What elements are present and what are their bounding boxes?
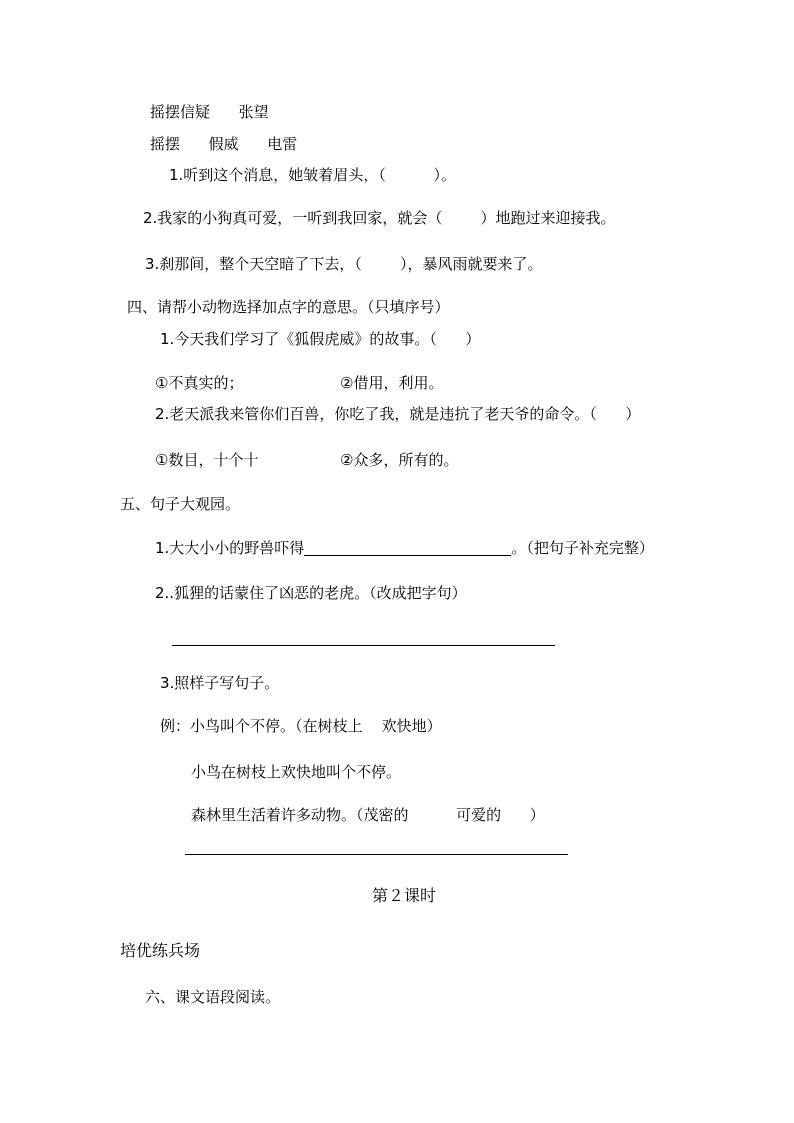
answer-line[interactable]	[185, 854, 568, 855]
answer-blank[interactable]	[304, 539, 511, 556]
section5-question-2: 2..狐狸的话蒙住了凶恶的老虎。（改成把字句）	[155, 584, 467, 602]
word-bank-row-2: 摇摆 假威 电雷	[150, 135, 298, 153]
lesson-heading: 第２课时	[372, 886, 437, 905]
section4-title: 四、请帮小动物选择加点字的意思。（只填序号）	[127, 298, 450, 316]
rewrite-task: 森林里生活着许多动物。（茂密的 可爱的 ）	[191, 806, 545, 824]
section3-item-1: 1.听到这个消息，她皱着眉头，（ ）。	[169, 166, 456, 184]
section6-title: 六、课文语段阅读。	[145, 988, 281, 1006]
section5-question-3: 3.照样子写句子。	[160, 674, 280, 692]
section5-title: 五、句子大观园。	[120, 495, 241, 513]
section4-q1-option-2: ②借用，利用。	[340, 374, 444, 392]
section4-q2-option-2: ②众多，所有的。	[340, 451, 459, 469]
section5-q1-suffix: 。（把句子补充完整）	[511, 539, 654, 557]
practice-heading: 培优练兵场	[120, 941, 201, 960]
example-answer: 小鸟在树枝上欢快地叫个不停。	[191, 763, 402, 781]
section5-question-1	[155, 538, 654, 558]
section5-q1-prefix: 1.大大小小的野兽吓得	[155, 539, 305, 557]
word-bank-row-1: 摇摆信疑 张望	[150, 103, 269, 121]
section3-item-3: 3.刹那间，整个天空暗了下去，（ ），暴风雨就要来了。	[145, 255, 543, 273]
section4-question-1: 1.今天我们学习了《狐假虎威》的故事。（ ）	[160, 330, 481, 348]
section4-q2-option-1: ①数目，十个十	[155, 451, 259, 469]
answer-line[interactable]	[172, 645, 555, 646]
example-sentence: 例：小鸟叫个不停。（在树枝上 欢快地）	[160, 717, 442, 735]
section4-question-2: 2.老天派我来管你们百兽，你吃了我，就是违抗了老天爷的命令。（ ）	[155, 405, 641, 423]
section4-q1-option-1: ①不真实的；	[155, 374, 244, 392]
section3-item-2: 2.我家的小狗真可爱，一听到我回家，就会（ ）地跑过来迎接我。	[143, 209, 616, 227]
